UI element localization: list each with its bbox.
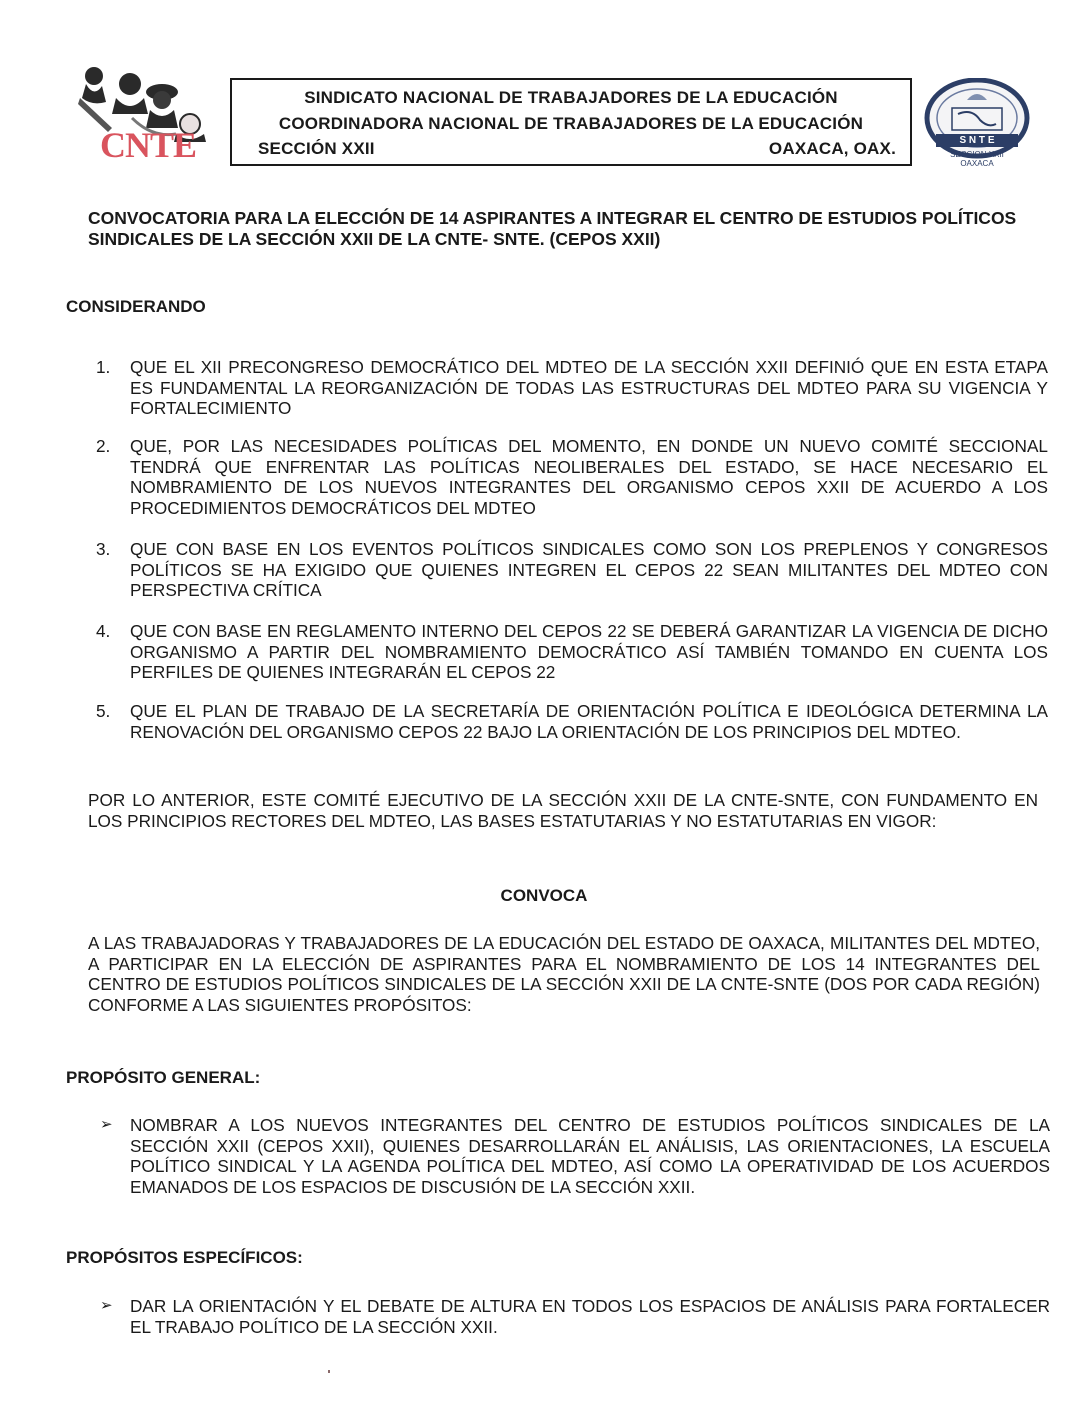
considerando-item [96,621,1048,683]
arrow-bullet-icon: ➢ [100,1116,113,1133]
letterhead-box [230,78,912,166]
item-text: QUE EL PLAN DE TRABAJO DE LA SECRETARÍA DE ORIENTACIÓN POLÍTICA E IDEOLÓGICA DETERMINA LA RENOVACIÓN DEL ORGANISMO CEPOS 22 BAJO LA ORIENTACIÓN DE LOS PRINCIPIOS DEL MDTEO. [130,701,1048,742]
snte-seal-logo [922,78,1032,176]
por-lo-anterior-paragraph: POR LO ANTERIOR, ESTE COMITÉ EJECUTIVO DE LA SECCIÓN XXII DE LA CNTE-SNTE, CON FUNDAMENTO EN LOS PRINCIPIOS RECTORES DEL MDTEO, LAS BASES ESTATUTARIAS Y NO ESTATUTARIAS EN VIGOR: [88,790,1038,831]
item-text: QUE CON BASE EN REGLAMENTO INTERNO DEL CEPOS 22 SE DEBERÁ GARANTIZAR LA VIGENCIA DE DICHO ORGANISMO A PARTIR DEL NOMBRAMIENTO DEMOCRÁTICO ASÍ TAMBIÉN TOMANDO EN CUENTA LOS PERFILES DE QUIENES INTEGRARÁN EL CEPOS 22 [130,621,1048,683]
snte-seal-subtitle-2: OAXACA [960,159,994,168]
letterhead-line-2: COORDINADORA NACIONAL DE TRABAJADORES DE LA EDUCACIÓN [278,114,864,133]
considerando-item [96,357,1048,419]
item-text: NOMBRAR A LOS NUEVOS INTEGRANTES DEL CENTRO DE ESTUDIOS POLÍTICOS SINDICALES DE LA SECCIÓN XXII (CEPOS XXII), QUIENES DESARROLLARÁN EL ANÁLISIS, LAS ORIENTACIONES, LA ESCUELA POLÍTICO SINDICAL Y LA AGENDA POLÍTICA DEL MDTEO, ASÍ COMO LA OPERATIVIDAD DE LOS ACUERDOS EMANADOS DE LOS ESPACIOS DE DISCUSIÓN DE LA SECCIÓN XXII. [130,1115,1050,1197]
cnte-logo-text: CNTE [100,125,197,165]
arrow-bullet-icon: ➢ [100,1297,113,1314]
proposito-general-heading: PROPÓSITO GENERAL: [66,1068,261,1087]
item-number: 1. [96,357,111,377]
item-number: 4. [96,621,111,641]
proposito-general-item [100,1115,1050,1220]
letterhead-line-1: SINDICATO NACIONAL DE TRABAJADORES DE LA EDUCACIÓN [304,88,838,107]
item-text: QUE CON BASE EN LOS EVENTOS POLÍTICOS SINDICALES COMO SON LOS PREPLENOS Y CONGRESOS POLÍTICOS SE HA EXIGIDO QUE QUIENES INTEGREN EL CEPOS 22 SEAN MILITANTES DEL MDTEO CON PERSPECTIVA CRÍTICA [130,539,1048,601]
considerando-item [96,436,1048,518]
considerando-heading: CONSIDERANDO [66,297,206,316]
convoca-paragraph: A LAS TRABAJADORAS Y TRABAJADORES DE LA EDUCACIÓN DEL ESTADO DE OAXACA, MILITANTES DEL MDTEO, A PARTICIPAR EN LA ELECCIÓN DE ASPIRANTES PARA EL NOMBRAMIENTO DE LOS 14 INTEGRANTES DEL CENTRO DE ESTUDIOS POLÍTICOS SINDICALES DE LA SECCIÓN XXII DE LA CNTE-SNTE (DOS POR CADA REGIÓN) CONFORME A LAS SIGUIENTES PROPÓSITOS: [88,933,1040,1015]
snte-seal-subtitle-1: SECCION XXII [950,150,1004,159]
item-number: 2. [96,436,111,456]
document-title: CONVOCATORIA PARA LA ELECCIÓN DE 14 ASPIRANTES A INTEGRAR EL CENTRO DE ESTUDIOS POLÍTICOS SINDICALES DE LA SECCIÓN XXII DE LA CNTE- SNTE. (CEPOS XXII) [88,208,1017,249]
considerando-item [96,539,1048,601]
item-text: QUE EL XII PRECONGRESO DEMOCRÁTICO DEL MDTEO DE LA SECCIÓN XXII DEFINIÓ QUE EN ESTA ETAPA ES FUNDAMENTAL LA REORGANIZACIÓN DE TODAS LAS ESTRUCTURAS DEL MDTEO PARA SU VIGENCIA Y FORTALECIMIENTO [130,357,1048,419]
convoca-heading: CONVOCA [500,886,588,905]
scan-speck [328,1370,330,1373]
propositos-especificos-heading: PROPÓSITOS ESPECÍFICOS: [66,1248,303,1267]
snte-seal-text: S N T E [959,135,995,146]
cnte-logo [72,58,222,168]
item-text: QUE, POR LAS NECESIDADES POLÍTICAS DEL MOMENTO, EN DONDE UN NUEVO COMITÉ SECCIONAL TENDRÁ QUE ENFRENTAR LAS POLÍTICAS NEOLIBERALES DEL ESTADO, SE HACE NECESARIO EL NOMBRAMIENTO DE LOS NUEVOS INTEGRANTES DEL ORGANISMO CEPOS XXII DE ACUERDO A LOS PROCEDIMIENTOS DEMOCRÁTICOS DEL MDTEO [130,436,1048,518]
letterhead-section: SECCIÓN XXII [258,139,375,158]
item-text: DAR LA ORIENTACIÓN Y EL DEBATE DE ALTURA EN TODOS LOS ESPACIOS DE ANÁLISIS PARA FORTALECER EL TRABAJO POLÍTICO DE LA SECCIÓN XXII. [130,1296,1050,1337]
item-number: 3. [96,539,111,559]
letterhead-city: OAXACA, OAX. [768,139,896,158]
considerando-item [96,701,1048,763]
item-number: 5. [96,701,111,721]
proposito-especifico-item [100,1296,1050,1341]
